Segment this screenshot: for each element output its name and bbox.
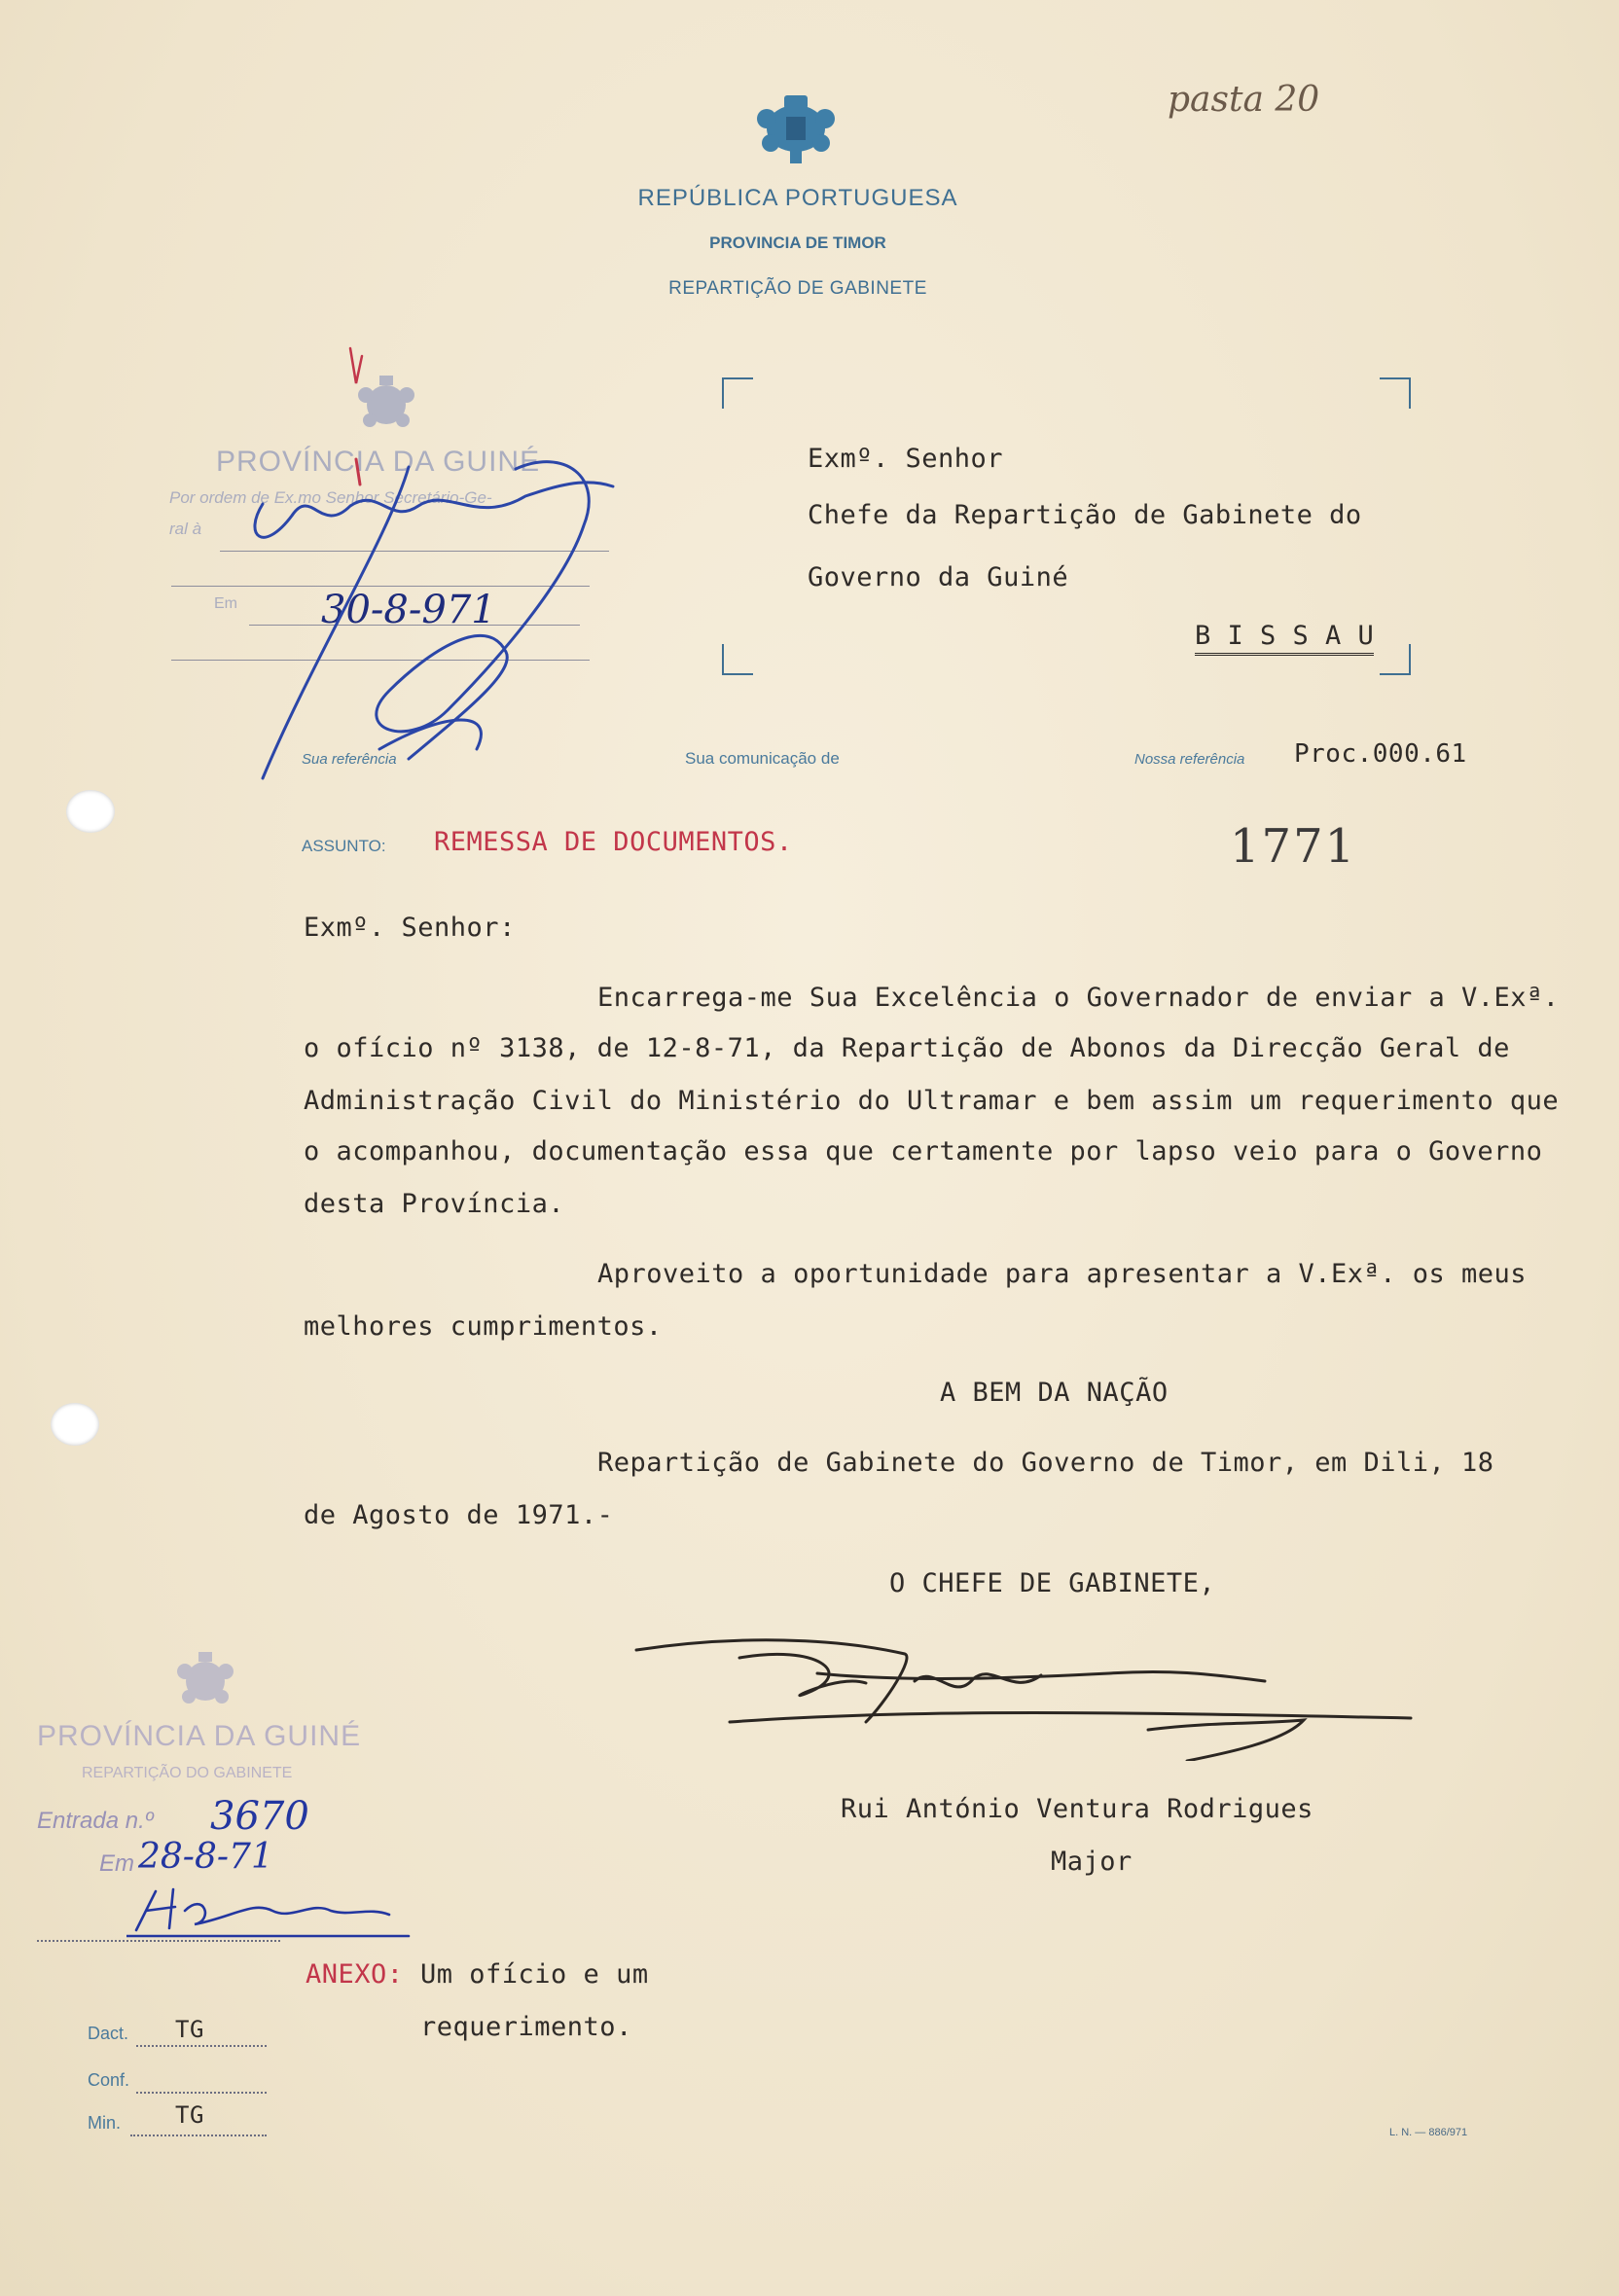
address-corner-tr [1380, 377, 1411, 409]
footer-field-min [88, 2101, 272, 2136]
footer-field-min-line [130, 2135, 267, 2136]
nossa-referencia-label: Nossa referência [1134, 751, 1245, 768]
stamp-bottom-subtitle: REPARTIÇÃO DO GABINETE [82, 1765, 293, 1781]
nossa-referencia-value: Proc.000.61 [1294, 739, 1467, 769]
paragraph-1-line-3: Administração Civil do Ministério do Ultramar e bem assim um requerimento que [304, 1086, 1560, 1116]
paragraph-2-line-1: Aproveito a oportunidade para apresentar a V.Exª. os meus [597, 1259, 1528, 1289]
recipient-city: B I S S A U [1195, 621, 1374, 656]
annex-line-1: Um ofício e um [420, 1959, 649, 1990]
stamp-top-title: PROVÍNCIA DA GUINÉ [216, 446, 541, 478]
subject-value: REMESSA DE DOCUMENTOS. [434, 827, 793, 857]
address-corner-br [1380, 644, 1411, 675]
subject-label: ASSUNTO: [302, 837, 386, 855]
annex-line-2: requerimento. [420, 2012, 632, 2042]
subject-number: 1771 [1230, 819, 1357, 874]
stamp-top-em-label: Em [214, 595, 237, 612]
stamp-top-line2: ral à [169, 520, 202, 538]
stamp-bottom-title: PROVÍNCIA DA GUINÉ [37, 1720, 362, 1752]
footer-field-dact-label: Dact. [88, 2024, 129, 2043]
recipient-line-1: Exmº. Senhor [808, 444, 1004, 474]
sua-comunicacao-label: Sua comunicação de [685, 749, 840, 768]
stamp-bottom-rule [37, 1940, 280, 1942]
footer-field-conf [88, 2061, 272, 2096]
paragraph-1-line-5: desta Província. [304, 1189, 565, 1219]
sua-referencia-label: Sua referência [302, 751, 397, 768]
stamp-bottom-entrada-value: 3670 [210, 1794, 309, 1839]
place-date-line-2: de Agosto de 1971.- [304, 1500, 614, 1530]
top-handwritten-note: pasta 20 [1168, 80, 1320, 120]
paragraph-1-line-1: Encarrega-me Sua Excelência o Governador de enviar a V.Exª. [597, 983, 1560, 1013]
signer-rank: Major [1051, 1847, 1133, 1877]
punch-hole-bottom [51, 1403, 99, 1446]
address-corner-bl [722, 644, 753, 675]
recipient-line-2: Chefe da Repartição de Gabinete do [808, 500, 1362, 530]
handwritten-dispatch-signature [156, 341, 720, 827]
stamp-bottom-em-label: Em [99, 1850, 134, 1877]
stamp-bottom-entrada-label: Entrada n.º [37, 1808, 154, 1834]
stamp-bottom-emblem-icon [171, 1650, 239, 1718]
footer-field-min-label: Min. [88, 2113, 122, 2133]
paragraph-1-line-2: o ofício nº 3138, de 12-8-71, da Repartição de Abonos da Direcção Geral de [304, 1033, 1510, 1063]
stamp-top-date: 30-8-971 [321, 588, 496, 632]
letterhead-department: REPARTIÇÃO DE GABINETE [668, 278, 927, 299]
printer-code: L. N. — 886/971 [1389, 2127, 1468, 2138]
footer-field-min-value: TG [175, 2101, 204, 2129]
footer-field-dact-line [136, 2045, 267, 2047]
letterhead-province: PROVINCIA DE TIMOR [709, 233, 886, 252]
footer-field-dact [88, 2014, 272, 2049]
closing: O CHEFE DE GABINETE, [889, 1568, 1216, 1598]
signer-name: Rui António Ventura Rodrigues [841, 1794, 1313, 1824]
stamp-top-line1: Por ordem de Ex.mo Senhor Secretário-Ge- [169, 488, 492, 507]
punch-hole-top [66, 790, 115, 833]
footer-field-conf-label: Conf. [88, 2070, 130, 2090]
motto: A BEM DA NAÇÃO [940, 1378, 1169, 1408]
salutation: Exmº. Senhor: [304, 913, 516, 943]
place-date-line-1: Repartição de Gabinete do Governo de Timor, em Dili, 18 [597, 1448, 1494, 1478]
chief-signature [623, 1615, 1421, 1761]
stamp-bottom-em-value: 28-8-71 [138, 1837, 273, 1877]
annex-label: ANEXO: [306, 1959, 404, 1990]
paragraph-2-line-2: melhores cumprimentos. [304, 1311, 663, 1342]
letterhead-republic: REPÚBLICA PORTUGUESA [637, 185, 958, 211]
stamp-bottom [29, 1650, 486, 1942]
coat-of-arms-emblem [747, 90, 845, 165]
recipient-line-3: Governo da Guiné [808, 562, 1069, 592]
footer-field-conf-line [136, 2092, 267, 2094]
address-corner-tl [722, 377, 753, 409]
stamp-bottom-initials-scribble [126, 1882, 418, 1940]
footer-field-dact-value: TG [175, 2016, 204, 2043]
paragraph-1-line-4: o acompanhou, documentação essa que certamente por lapso veio para o Governo [304, 1136, 1543, 1166]
